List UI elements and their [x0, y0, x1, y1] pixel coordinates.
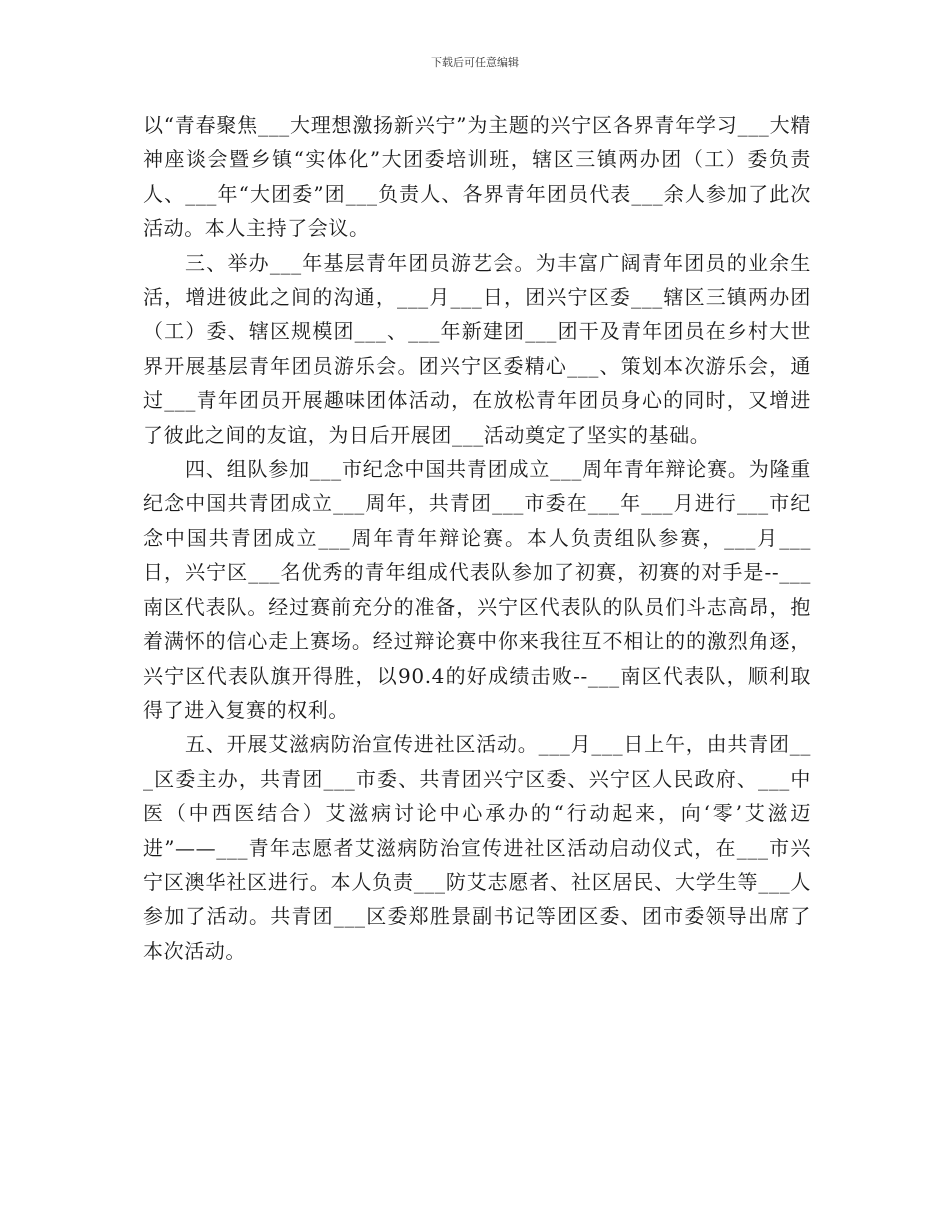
paragraph-section-4: 四、组队参加___市纪念中国共青团成立___周年青年辩论赛。为隆重纪念中国共青团成立___周年，共青团___市委在___年___月进行___市纪念中国共青团成立___周年青年辩论赛。本人负责组队参赛，___月___日，兴宁区___名优秀的青年组成代表队参加了初赛，初赛的对手是--___南区代表队。经过赛前充分的准备，兴宁区代表队的队员们斗志高昂，抱着满怀的信心走上赛场。经过辩论赛中你来我往互不相让的的激烈角逐，兴宁区代表队旗开得胜，以90.4的好成绩击败--___南区代表队，顺利取得了进入复赛的权利。: [143, 457, 811, 722]
document-body: [143, 108, 811, 968]
paragraph-section-5: 五、开展艾滋病防治宣传进社区活动。___月___日上午，由共青团___区委主办，共青团___市委、共青团兴宁区委、兴宁区人民政府、___中医（中西医结合）艾滋病讨论中心承办的“行动起来，向‘零’艾滋迈进”——___青年志愿者艾滋病防治宣传进社区活动启动仪式，在___市兴宁区澳华社区进行。本人负责___防艾志愿者、社区居民、大学生等___人参加了活动。共青团___区委郑胜景副书记等团区委、团市委领导出席了本次活动。: [143, 732, 811, 963]
page-header-note: 下载后可任意编辑: [431, 56, 519, 69]
paragraph-continuation: 以“青春聚焦___大理想激扬新兴宁”为主题的兴宁区各界青年学习___大精神座谈会暨乡镇“实体化”大团委培训班，辖区三镇两办团（工）委负责人、___年“大团委”团___负责人、各界青年团员代表___余人参加了此次活动。本人主持了会议。: [143, 113, 811, 241]
paragraph-section-3: 三、举办___年基层青年团员游艺会。为丰富广阔青年团员的业余生活，增进彼此之间的沟通，___月___日，团兴宁区委___辖区三镇两办团（工）委、辖区规模团___、___年新建团___团干及青年团员在乡村大世界开展基层青年团员游乐会。团兴宁区委精心___、策划本次游乐会，通过___青年团员开展趣味团体活动，在放松青年团员身心的同时，又增进了彼此之间的友谊，为日后开展团___活动奠定了坚实的基础。: [143, 250, 811, 447]
